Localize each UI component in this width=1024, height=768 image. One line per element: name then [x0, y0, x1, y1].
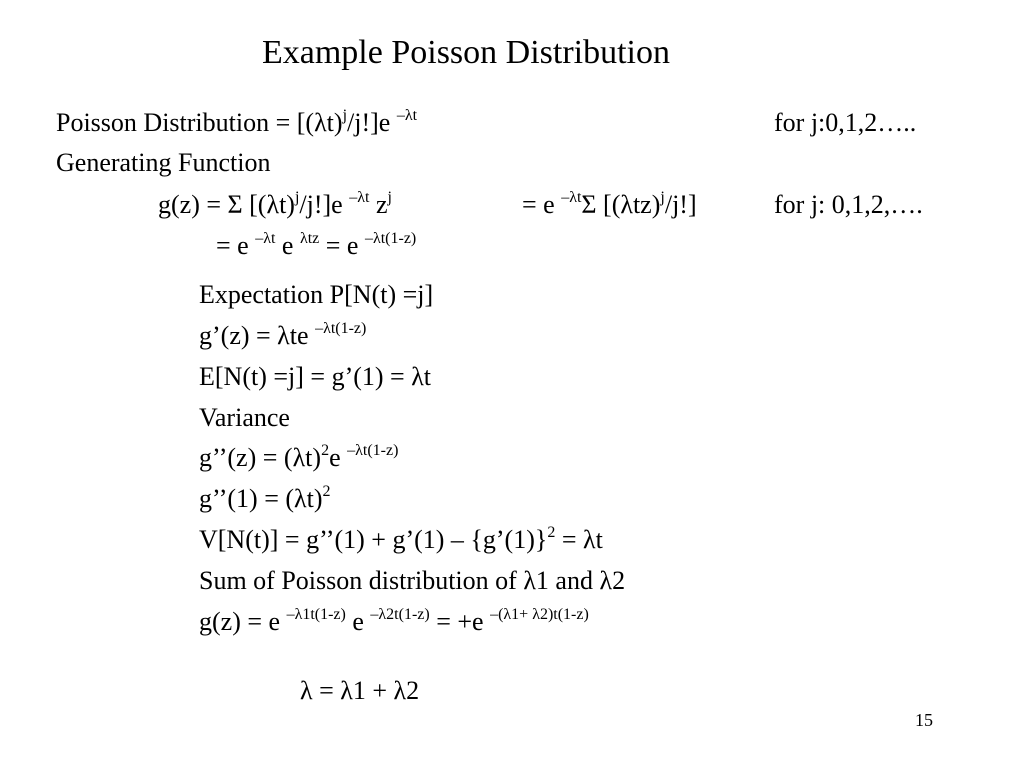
text: = e: [216, 231, 256, 260]
text: g’’(1) = (λt): [199, 484, 323, 513]
text: Poisson Distribution = [(λt): [56, 108, 343, 137]
superscript: –λ1t(1-z): [286, 606, 346, 623]
superscript: j: [387, 189, 392, 206]
text: g(z) = Σ [(λt): [158, 190, 295, 219]
text: Σ [(λtz): [581, 190, 661, 219]
text: e: [329, 443, 348, 472]
text: g’’(z) = (λt): [199, 443, 322, 472]
poisson-definition-range: for j:0,1,2…..: [774, 108, 917, 137]
text: /j!]e: [299, 190, 350, 219]
superscript: –λt(1-z): [364, 230, 417, 247]
superscript: λtz: [299, 230, 320, 247]
superscript: –(λ1+ λ2)t(1-z): [490, 606, 589, 623]
text: e: [275, 231, 300, 260]
generating-function-result: [216, 230, 417, 260]
expectation-result: E[N(t) =j] = g’(1) = λt: [199, 362, 432, 391]
superscript: –λ2t(1-z): [370, 606, 430, 623]
text: z: [369, 190, 388, 219]
superscript: 2: [547, 524, 556, 541]
text: = e: [319, 231, 365, 260]
superscript: j: [294, 189, 300, 206]
expectation-heading: Expectation P[N(t) =j]: [199, 280, 434, 309]
text: /j!]: [664, 190, 697, 219]
superscript: –λt: [349, 189, 370, 206]
sum-formula: [199, 606, 589, 636]
text: e: [345, 607, 371, 636]
superscript: 2: [322, 483, 331, 500]
generating-function-heading: Generating Function: [56, 148, 271, 177]
text: = +e: [429, 607, 491, 636]
generating-function-equality: [522, 189, 697, 219]
sum-heading: Sum of Poisson distribution of λ1 and λ2: [199, 566, 626, 595]
generating-function-formula: [158, 189, 392, 219]
superscript: j: [660, 189, 665, 206]
g-prime-formula: [199, 320, 367, 350]
variance-formula: [199, 524, 603, 554]
superscript: –λt: [396, 107, 418, 124]
superscript: –λt: [255, 230, 276, 247]
superscript: 2: [321, 442, 330, 459]
g-double-prime-at-one: [199, 483, 331, 513]
slide-title: Example Poisson Distribution: [262, 34, 670, 71]
lambda-identity: λ = λ1 + λ2: [300, 676, 420, 705]
page-number: 15: [915, 710, 933, 730]
poisson-definition: [56, 107, 418, 137]
superscript: –λt(1-z): [315, 320, 367, 337]
text: g(z) = e: [199, 607, 287, 636]
superscript: –λt(1-z): [347, 442, 399, 459]
g-double-prime-formula: [199, 442, 399, 472]
text: g’(z) = λte: [199, 321, 316, 350]
superscript: –λt: [561, 189, 582, 206]
text: V[N(t)] = g’’(1) + g’(1) – {g’(1)}: [199, 525, 548, 554]
generating-function-range: for j: 0,1,2,….: [774, 190, 923, 219]
text: = e: [522, 190, 562, 219]
superscript: j: [342, 107, 348, 124]
text: /j!]e: [347, 108, 397, 137]
variance-heading: Variance: [199, 403, 290, 432]
text: = λt: [555, 525, 603, 554]
